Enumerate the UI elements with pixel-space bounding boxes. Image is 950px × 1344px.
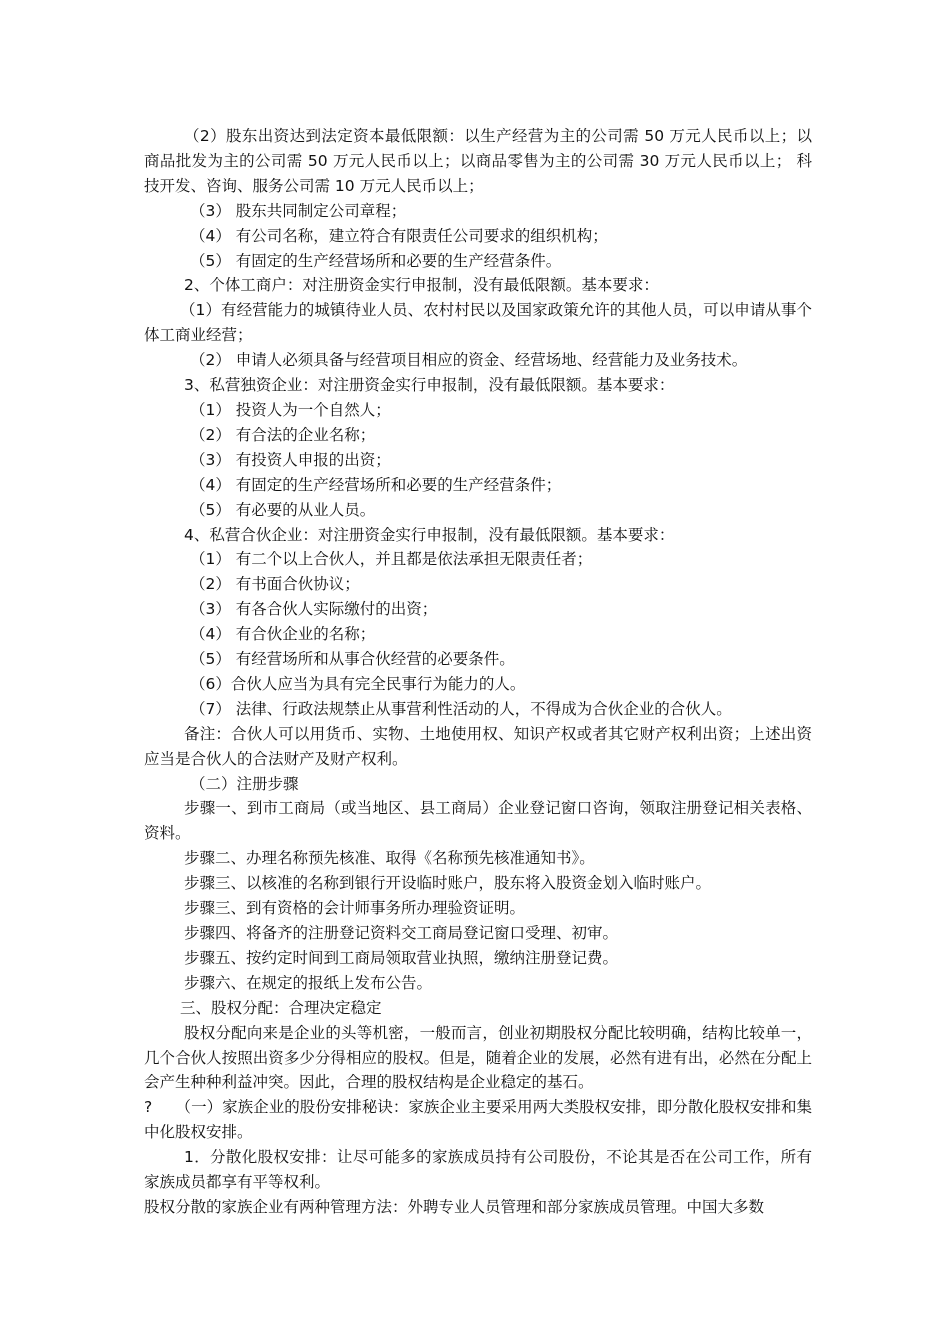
paragraph-individual-eligibility: （1）有经营能力的城镇待业人员、农村村民以及国家政策允许的其他人员，可以申请从事个体工商业经营； [144,301,812,345]
step-item: 步骤六、在规定的报纸上发布公告。 [184,973,433,992]
heading-partnership: 4、私营合伙企业：对注册资金实行申报制，没有最低限额。基本要求： [184,525,675,544]
paragraph-articles: （3） 股东共同制定公司章程； [190,201,407,220]
heading-registration-steps: （二）注册步骤 [190,774,299,793]
step-item: 步骤三、到有资格的会计师事务所办理验资证明。 [184,899,526,918]
list-item: （6）合伙人应当为具有完全民事行为能力的人。 [190,674,526,693]
step-item: 步骤五、按约定时间到工商局领取营业执照，缴纳注册登记费。 [184,948,619,967]
step-item: 步骤四、将备齐的注册登记资料交工商局登记窗口受理、初审。 [184,924,619,942]
paragraph-family-equity: ? （一）家族企业的股份安排秘诀：家族企业主要采用两大类股权安排，即分散化股权安排和集中化股权安排。 [144,1098,812,1142]
list-item: （1） 有二个以上合伙人，并且都是依法承担无限责任者； [190,550,593,569]
heading-individual-business: 2、个体工商户：对注册资金实行申报制，没有最低限额。基本要求： [184,276,659,295]
list-item: （4） 有固定的生产经营场所和必要的生产经营条件； [190,475,562,494]
heading-sole-proprietorship: 3、私营独资企业：对注册资金实行申报制，没有最低限额。基本要求： [184,376,675,395]
paragraph-premises: （5） 有固定的生产经营场所和必要的生产经营条件。 [190,251,562,270]
step-item: 步骤三、以核准的名称到银行开设临时账户，股东将入股资金划入临时账户。 [184,874,712,893]
paragraph-dispersed-equity: 1．分散化股权安排：让尽可能多的家族成员持有公司股份，不论其是否在公司工作，所有家族成员都享有平等权利。 [144,1148,812,1192]
paragraph-capital-requirement: （2）股东出资达到法定资本最低限额：以生产经营为主的公司需 50 万元人民币以上；以商品批发为主的公司需 50 万元人民币以上；以商品零售为主的公司需 30 万元人民币以上； 科技开发、咨询、服务公司需 10 万元人民币以上； [144,127,812,195]
list-item: （7） 法律、行政法规禁止从事营利性活动的人，不得成为合伙企业的合伙人。 [190,699,732,718]
step-item: 步骤一、到市工商局（或当地区、县工商局）企业登记窗口咨询，领取注册登记相关表格、资料。 [144,799,812,843]
list-item: （5） 有经营场所和从事合伙经营的必要条件。 [190,650,515,669]
list-item: （3） 有各合伙人实际缴付的出资； [190,600,438,619]
step-item: 步骤二、办理名称预先核准、取得《名称预先核准通知书》。 [184,849,595,868]
list-item: （2） 有合法的企业名称； [190,425,376,444]
paragraph-company-name: （4） 有公司名称，建立符合有限责任公司要求的组织机构； [190,226,608,245]
paragraph-individual-requirements: （2） 申请人必须具备与经营项目相应的资金、经营场地、经营能力及业务技术。 [190,351,748,370]
list-item: （3） 有投资人申报的出资； [190,450,391,469]
paragraph-note: 备注：合伙人可以用货币、实物、土地使用权、知识产权或者其它财产权利出资；上述出资应当是合伙人的合法财产及财产权利。 [144,724,812,768]
list-item: （1） 投资人为一个自然人； [190,400,391,419]
list-item: （4） 有合伙企业的名称； [190,625,376,644]
document-body [144,124,812,1220]
heading-equity-distribution: 三、股权分配：合理决定稳定 [180,998,382,1017]
list-item: （5） 有必要的从业人员。 [190,500,376,519]
list-item: （2） 有书面合伙协议； [190,575,360,594]
paragraph-management-methods: 股权分散的家族企业有两种管理方法：外聘专业人员管理和部分家族成员管理。中国大多数 [144,1197,765,1216]
paragraph-equity-intro: 股权分配向来是企业的头等机密，一般而言，创业初期股权分配比较明确，结构比较单一，几个合伙人按照出资多少分得相应的股权。但是，随着企业的发展，必然有进有出，必然在分配上会产生种种利益冲突。因此，合理的股权结构是企业稳定的基石。 [144,1023,812,1092]
